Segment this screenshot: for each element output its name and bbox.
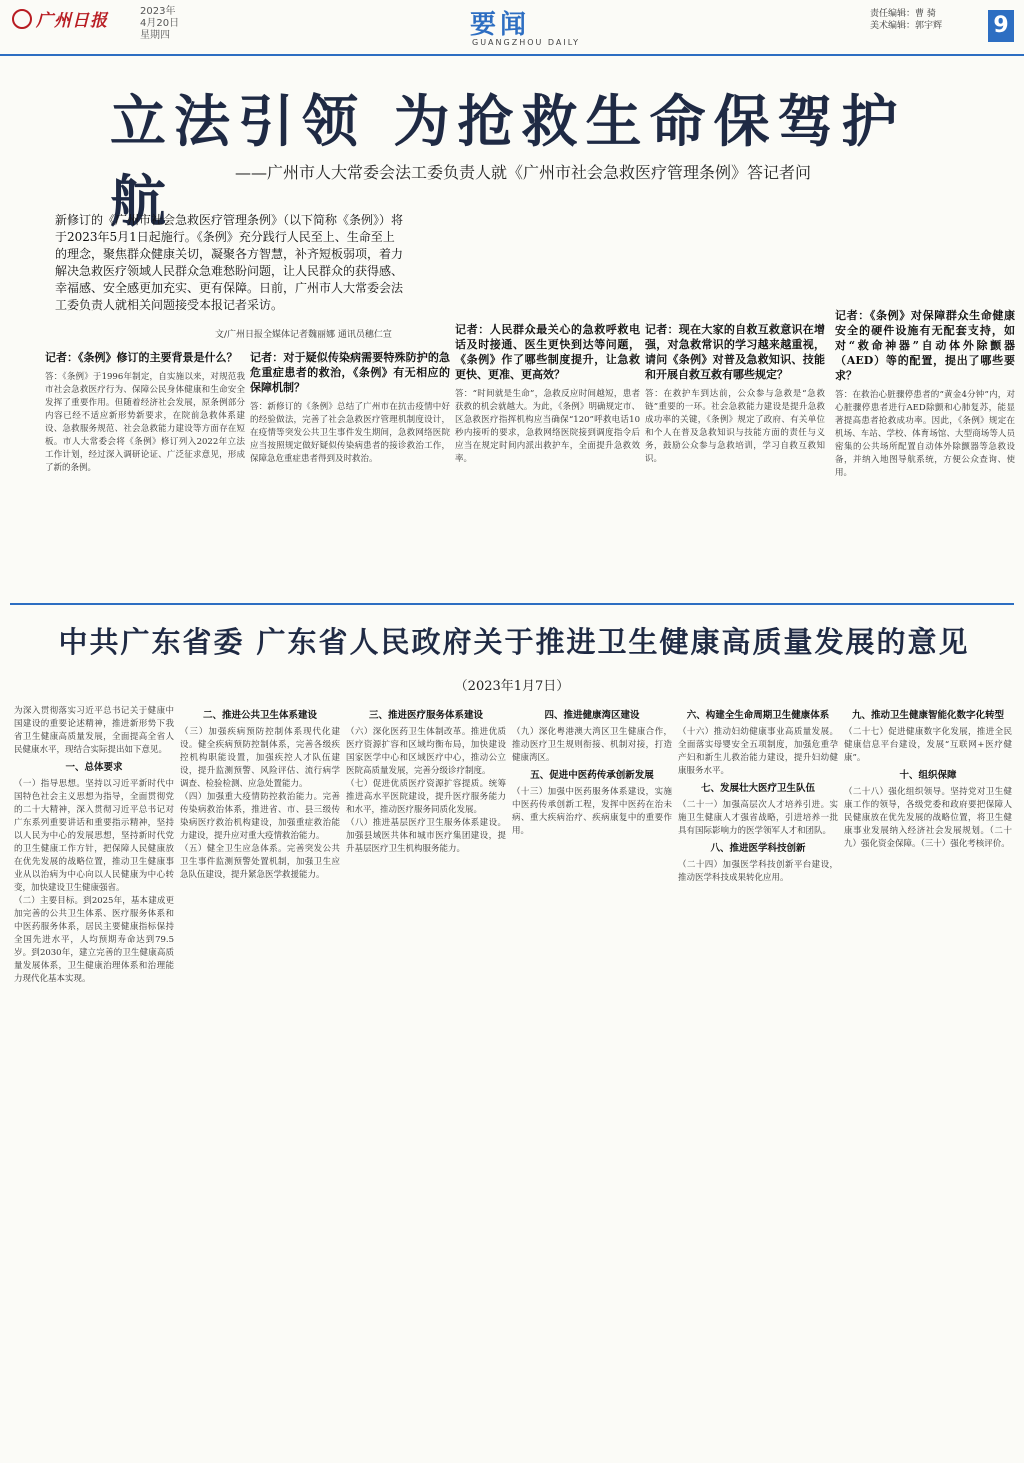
date-weekday: 星期四 bbox=[140, 30, 170, 41]
paragraph: （二十七）促进健康数字化发展，推进全民健康信息平台建设，发展“互联网+医疗健康”。 bbox=[844, 727, 1012, 763]
paragraph: （四）加强重大疫情防控救治能力。完善传染病救治体系，推进省、市、县三级传染病医疗救治机构建设，加强重症救治能力建设，提升应对重大疫情救治能力。 bbox=[180, 792, 340, 841]
article1-lead: 新修订的《广州市社会急救医疗管理条例》（以下简称《条例》）将于2023年5月1日起施行。《条例》充分践行人民至上、生命至上的理念，聚焦群众健康关切，凝聚各方智慧，补齐短板弱项，着力解决急救医疗领域人民群众急难愁盼问题，让人民群众的获得感、幸福感、安全感更加充实、更有保障。日前，广州市人大常委会法工委负责人就相关问题接受本报记者采访。 bbox=[55, 213, 404, 312]
article2-headline: 中共广东省委 广东省人民政府关于推进卫生健康高质量发展的意见 bbox=[58, 625, 970, 659]
article2-dateline: （2023年1月7日） bbox=[454, 679, 570, 694]
article2-column bbox=[14, 705, 174, 1455]
answer-text: 答：《条例》于1996年制定，自实施以来，对规范我市社会急救医疗行为、保障公民身体健康和生命安全发挥了重要作用。但随着经济社会发展，原条例部分内容已经不适应新形势新要求，在院前急救体系建设、急救服务规范、社会急救能力建设等方面存在短板。市人大常委会将《条例》修订列入2022年立法工作计划，经过深入调研论证、广泛征求意见，形成了新的条例。 bbox=[45, 372, 245, 473]
paragraph: （五）健全卫生应急体系。完善突发公共卫生事件监测预警处置机制，加强卫生应急队伍建设，提升紧急医学救援能力。 bbox=[180, 844, 340, 880]
date-year: 2023年 bbox=[140, 6, 176, 17]
section-heading: 八、推进医学科技创新 bbox=[710, 843, 806, 854]
paragraph: （二十八）强化组织领导。坚持党对卫生健康工作的领导，各级党委和政府要把保障人民健康放在优先发展的战略位置，将卫生健康事业发展纳入经济社会发展规划。（二十九）强化资金保障。（三十）强化考核评价。 bbox=[844, 787, 1012, 849]
answer-text: 答：“时间就是生命”，急救反应时间越短，患者获救的机会就越大。为此，《条例》明确规定市、区急救医疗指挥机构应当确保“120”呼救电话10秒内接听的要求，急救网络医院接到调度指令后应当在规定时间内派出救护车，全面提升急救效率。 bbox=[455, 389, 640, 464]
answer-text: 答：在救治心脏骤停患者的“黄金4分钟”内，对心脏骤停患者进行AED除颤和心肺复苏，能显著提高患者抢救成功率。因此，《条例》规定在机场、车站、学校、体育场馆、大型商场等人员密集的公共场所配置自动体外除颤器等急救设备，并纳入地图导航系统，方便公众查询、使用。 bbox=[835, 390, 1015, 478]
logo-text: 广州日报 bbox=[36, 11, 108, 31]
paragraph: （八）推进基层医疗卫生服务体系建设。加强县域医共体和城市医疗集团建设，提升基层医疗卫生机构服务能力。 bbox=[346, 818, 506, 854]
section-heading: 十、组织保障 bbox=[899, 770, 957, 781]
editor-credits bbox=[870, 8, 942, 32]
article1-column bbox=[45, 350, 245, 595]
date-day: 4月20日 bbox=[140, 18, 180, 29]
logo-emblem-icon bbox=[12, 9, 32, 29]
answer-text: 答：新修订的《条例》总结了广州市在抗击疫情中好的经验做法，完善了社会急救医疗管理机制度设计，在疫情等突发公共卫生事件发生期间，急救网络医院应当按照规定做好疑似传染病患者的接诊救治工作，保障急危重症患者得到及时救治。 bbox=[250, 402, 450, 464]
section-heading: 一、总体要求 bbox=[65, 762, 123, 773]
question-heading: 记者：《条例》对保障群众生命健康安全的硬件设施有无配套支持，如对“救命神器”自动体外除颤器（AED）等的配置，提出了哪些要求？ bbox=[835, 309, 1015, 382]
masthead-rule bbox=[0, 54, 1024, 56]
article2-column bbox=[512, 705, 672, 1455]
article1-column bbox=[455, 210, 640, 595]
section-heading: 四、推进健康湾区建设 bbox=[544, 710, 640, 721]
section-heading: 二、推进公共卫生体系建设 bbox=[202, 710, 317, 721]
article1-column bbox=[835, 210, 1015, 595]
paragraph: （三）加强疾病预防控制体系现代化建设。健全疾病预防控制体系，完善各级疾控机构职能设置，加强疾控人才队伍建设，提升监测预警、风险评估、流行病学调查、检验检测、应急处置能力。 bbox=[180, 727, 340, 789]
paragraph: （九）深化粤港澳大湾区卫生健康合作，推动医疗卫生规则衔接、机制对接，打造健康湾区。 bbox=[512, 727, 672, 763]
designer-credit: 美术编辑：郭宇辉 bbox=[870, 21, 943, 31]
section-heading: 五、促进中医药传承创新发展 bbox=[530, 770, 654, 781]
article2-column bbox=[678, 705, 838, 1455]
question-heading: 记者：《条例》修订的主要背景是什么？ bbox=[45, 351, 238, 364]
section-divider bbox=[10, 603, 1014, 605]
article1-headline: 立法引领 为抢救生命保驾护航 bbox=[110, 90, 906, 235]
article2-column bbox=[180, 705, 340, 1455]
masthead bbox=[0, 0, 1024, 52]
paragraph: （六）深化医药卫生体制改革。推进优质医疗资源扩容和区域均衡布局，加快建设国家医学中心和区域医疗中心，推动公立医院高质量发展，完善分级诊疗制度。 bbox=[346, 727, 506, 776]
section-heading: 六、构建全生命周期卫生健康体系 bbox=[686, 710, 830, 721]
newspaper-logo bbox=[12, 6, 108, 31]
page-number: 9 bbox=[988, 10, 1014, 42]
paragraph: （二十四）加强医学科技创新平台建设，推动医学科技成果转化应用。 bbox=[678, 860, 838, 883]
paragraph: （十三）加强中医药服务体系建设，实施中医药传承创新工程，发挥中医药在治未病、重大疾病治疗、疾病康复中的重要作用。 bbox=[512, 787, 672, 836]
paragraph: （二）主要目标。到2025年，基本建成更加完善的公共卫生体系、医疗服务体系和中医药服务体系，居民主要健康指标保持全国先进水平，人均预期寿命达到79.5岁。到2030年，建立完善的卫生健康高质量发展体系，卫生健康治理体系和治理能力现代化基本实现。 bbox=[14, 896, 174, 984]
question-heading: 记者：现在大家的自救互救意识在增强，对急救常识的学习越来越重视，请问《条例》对普及急救知识、技能和开展自救互救有哪些规定？ bbox=[645, 323, 825, 381]
section-heading: 七、发展壮大医疗卫生队伍 bbox=[700, 783, 815, 794]
paragraph: （二十一）加强高层次人才培养引进。实施卫生健康人才强省战略，引进培养一批具有国际影响力的医学领军人才和团队。 bbox=[678, 800, 838, 836]
question-heading: 记者：人民群众最关心的急救呼救电话及时接通、医生更快到达等问题，《条例》作了哪些制度提升，让急救更快、更准、更高效？ bbox=[455, 323, 640, 381]
paragraph: （七）促进优质医疗资源扩容提质。统筹推进高水平医院建设，提升医疗服务能力和水平，推动医疗服务同质化发展。 bbox=[346, 779, 506, 815]
paragraph: （十六）推动妇幼健康事业高质量发展。全面落实母婴安全五项制度，加强危重孕产妇和新生儿救治能力建设，提升妇幼健康服务水平。 bbox=[678, 727, 838, 776]
answer-text: 答：在救护车到达前，公众参与急救是“急救链”重要的一环。社会急救能力建设是提升急救成功率的关键，《条例》规定了政府、有关单位和个人在普及急救知识与技能方面的责任与义务，鼓励公众参与急救培训，学习自救互救知识。 bbox=[645, 389, 825, 464]
article1-subhead: ——广州市人大常委会法工委负责人就《广州市社会急救医疗管理条例》答记者问 bbox=[235, 163, 812, 182]
article1-column bbox=[645, 210, 825, 595]
article2-column bbox=[844, 705, 1012, 1455]
paragraph: 为深入贯彻落实习近平总书记关于健康中国建设的重要论述精神，推进新形势下我省卫生健康高质量发展，全面提高全省人民健康水平，现结合实际提出如下意见。 bbox=[14, 706, 174, 755]
section-heading: 九、推动卫生健康智能化数字化转型 bbox=[851, 710, 1004, 721]
article1-byline: 文/广州日报全媒体记者魏丽娜 通讯员穗仁宣 bbox=[215, 330, 392, 340]
paragraph: （一）指导思想。坚持以习近平新时代中国特色社会主义思想为指导，全面贯彻党的二十大精神，深入贯彻习近平总书记对广东系列重要讲话和重要指示精神，坚持以人民为中心的发展思想，坚持新时代党的卫生健康工作方针，把保障人民健康放在优先发展的战略位置，推动卫生健康事业从以治病为中心向以人民健康为中心转变，加快建设卫生健康强省。 bbox=[14, 779, 174, 893]
question-heading: 记者：对于疑似传染病需要特殊防护的急危重症患者的救治，《条例》有无相应的保障机制？ bbox=[250, 351, 450, 394]
article1-column bbox=[250, 350, 450, 595]
section-title: 要闻 bbox=[470, 10, 531, 40]
issue-date bbox=[140, 6, 179, 42]
section-heading: 三、推进医疗服务体系建设 bbox=[368, 710, 483, 721]
article2-column bbox=[346, 705, 506, 1455]
section-subtitle: GUANGZHOU DAILY bbox=[472, 38, 581, 47]
editor-credit: 责任编辑：曹 骑 bbox=[870, 9, 936, 19]
